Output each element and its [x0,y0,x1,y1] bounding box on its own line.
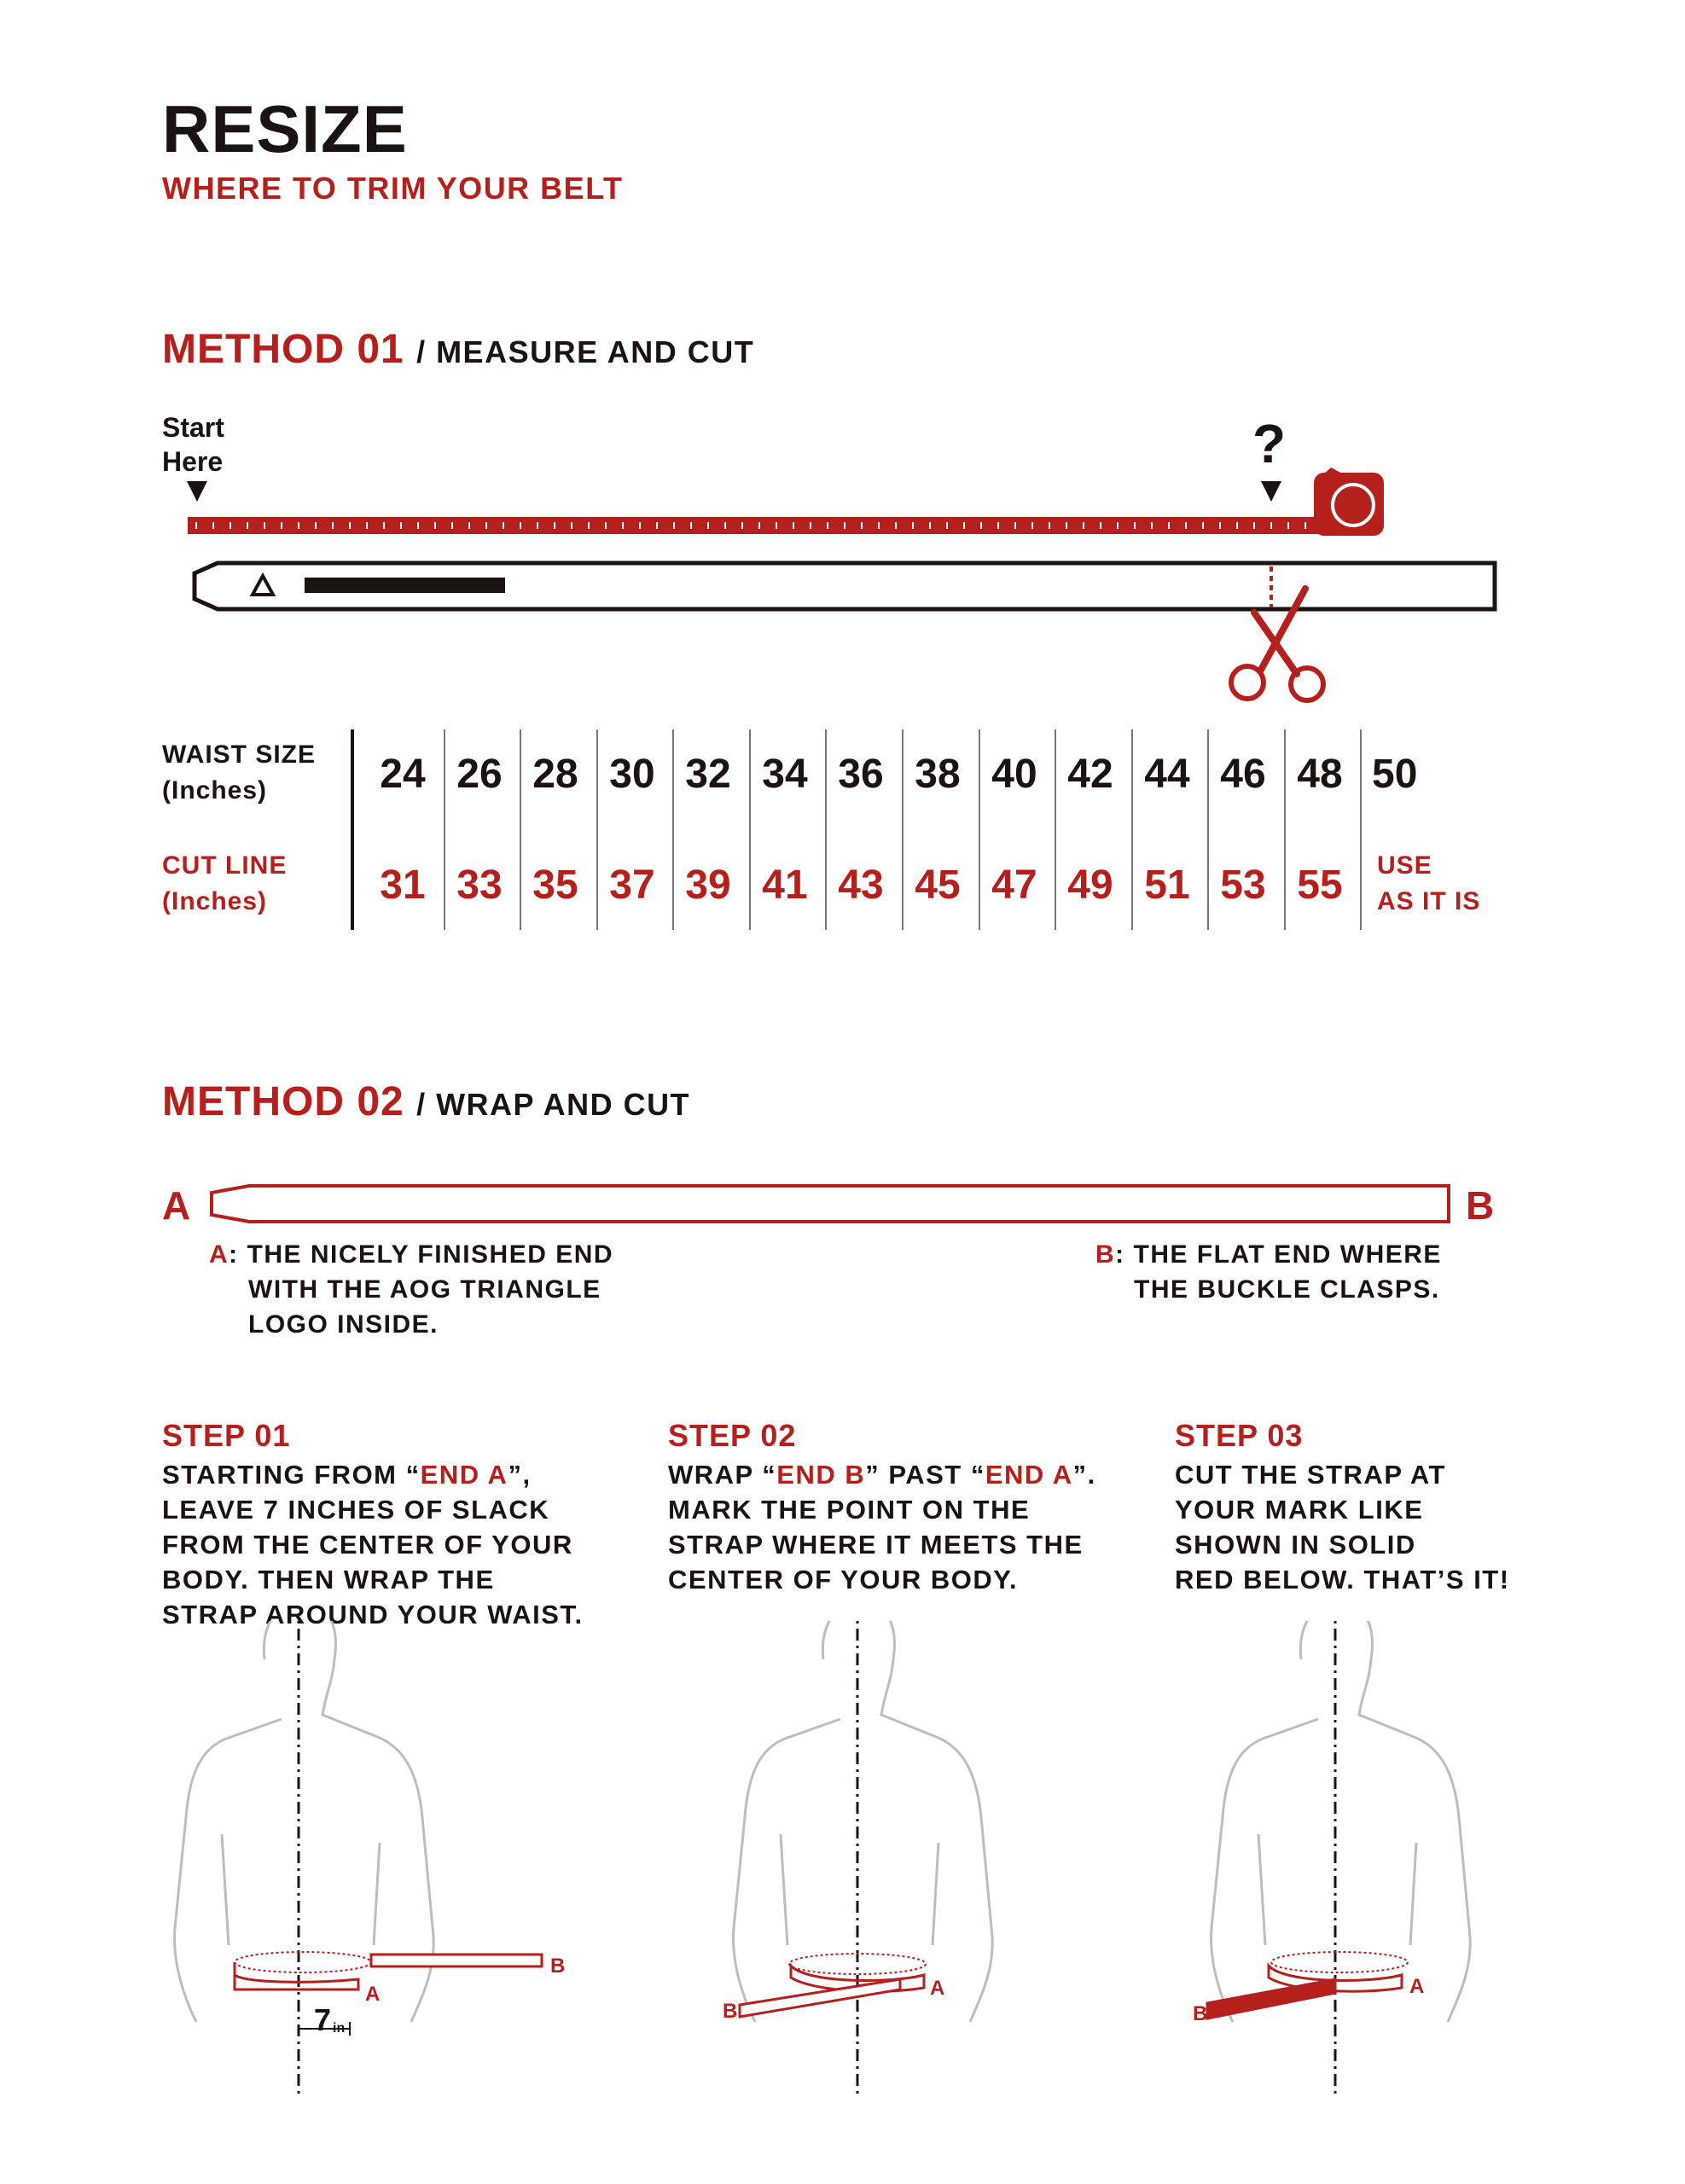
cut-line-value: 45 [915,863,961,908]
cut-line-value: 53 [1220,863,1266,908]
cut-line-value: 51 [1144,863,1190,908]
waist-loop [1271,1952,1408,1972]
fig3-a: A [1409,1975,1425,1998]
belt-bar [305,578,505,593]
waist-size-value: 40 [991,752,1037,797]
slack-unit: in [333,2021,346,2036]
waist-size-value: 38 [915,752,961,797]
waist-size-value: 50 [1372,752,1418,797]
end-a-description: A: THE NICELY FINISHED END WITH THE AOG TRIANGLE LOGO INSIDE. [209,1240,614,1339]
table-main-divider [351,729,354,930]
waist-size-value: 32 [685,752,731,797]
start-here-label: Start Here [162,412,224,477]
fig2-a: A [930,1977,945,2000]
method2-title: / WRAP AND CUT [416,1087,691,1122]
page-title: RESIZE [162,91,408,166]
cut-line-value: 55 [1297,863,1343,908]
method2-label: METHOD 02 [162,1079,404,1124]
step-02 [668,1420,1096,1597]
cut-line-label: CUT LINE (Inches) [162,851,288,915]
method2-heading [162,1079,691,1124]
method1-title: / MEASURE AND CUT [416,334,755,369]
step-text: STARTING FROM “END A”, LEAVE 7 INCHES OF SLACK FROM THE CENTER OF YOUR BODY. THEN WRAP THE STRAP AROUND YOUR WAIST. [162,1460,584,1629]
waist-size-label: WAIST SIZE (Inches) [162,741,317,804]
waist-loop [235,1952,371,1972]
step-01 [162,1420,584,1632]
method1-illustration [0,0,1685,717]
question-mark: ? [1252,413,1287,474]
start-arrow-icon [187,481,207,502]
end-b-description: B: THE FLAT END WHERE THE BUCKLE CLASPS. [1095,1240,1442,1304]
end-a-label: A [162,1183,191,1228]
cut-arrow-icon [1261,481,1281,502]
waist-size-value: 28 [532,752,578,797]
belt-front [235,1962,358,1989]
fig1-a: A [365,1983,381,2006]
waist-size-value: 30 [609,752,655,797]
belt-cut-solid [1207,1979,1335,2018]
fig1-b: B [550,1955,566,1978]
step-text: CUT THE STRAP AT YOUR MARK LIKE SHOWN IN SOLID RED BELOW. THAT’S IT! [1175,1460,1510,1594]
cut-line-value: 49 [1067,863,1113,908]
page-subtitle: WHERE TO TRIM YOUR BELT [162,171,624,206]
step-heading: STEP 03 [1175,1418,1304,1453]
waist-size-value: 24 [380,752,426,797]
waist-size-value: 48 [1297,752,1343,797]
slack-value: 7 [314,2002,332,2037]
end-b-label: B [1466,1183,1495,1228]
fig2-b: B [723,2000,738,2023]
belt-end-b [740,1979,900,2017]
cut-line-value: 35 [532,863,578,908]
method1-label: METHOD 01 [162,327,404,372]
cut-line-value: 43 [838,863,884,908]
step3-figure [1207,1621,1470,2094]
red-belt-outline [212,1186,1449,1222]
step1-figure [175,1621,542,2094]
method2-belt [0,1177,1685,1237]
belt-end-b [371,1955,542,1966]
waist-size-value: 44 [1144,752,1190,797]
step-heading: STEP 01 [162,1418,291,1453]
step-figures [0,1621,1685,2099]
step-03 [1175,1420,1510,1597]
cut-line-value: 33 [456,863,503,908]
waist-size-value: 36 [838,752,884,797]
tape-measure-icon [1314,468,1384,536]
cut-line-value: 37 [609,863,655,908]
person-silhouette [1211,1621,1471,2022]
step2-figure [734,1621,993,2094]
person-silhouette [734,1621,993,2022]
waist-size-value: 42 [1067,752,1113,797]
waist-size-value: 34 [762,752,808,797]
waist-size-value: 46 [1220,752,1266,797]
cut-line-value: 31 [380,863,426,908]
waist-size-value: 26 [456,752,503,797]
cut-line-value: 39 [685,863,731,908]
step-text: WRAP “END B” PAST “END A”. MARK THE POINT ON THE STRAP WHERE IT MEETS THE CENTER OF YOUR BODY. [668,1460,1096,1594]
use-as-is-label: USE AS IT IS [1377,851,1481,915]
cut-line-value: 41 [762,863,808,908]
step-heading: STEP 02 [668,1418,797,1453]
fig3-b: B [1193,2002,1208,2025]
cut-line-value: 47 [991,863,1037,908]
